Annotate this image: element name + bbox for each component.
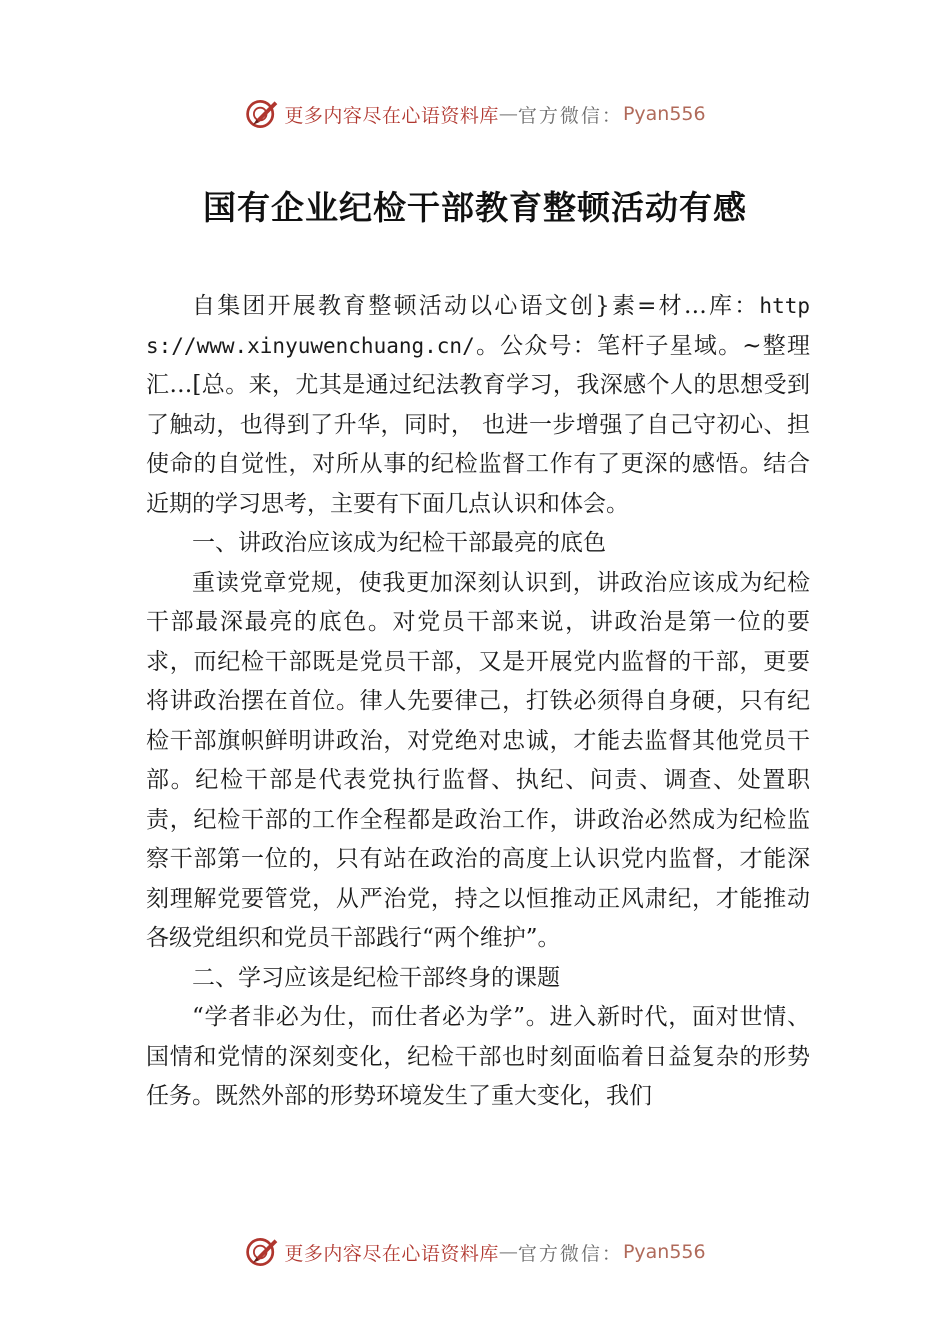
banner-wechat-label: 官方微信： — [517, 104, 623, 127]
section-1-paragraph: 重读党章党规，使我更加深刻认识到，讲政治应该成为纪检干部最深最亮的底色。对党员干部来说，讲政治是第一位的要求，而纪检干部既是党员干部，又是开展党内监督的干部，更要将讲政治摆在首位。律人先要律己，打铁必须得自身硬，只有纪检干部旗帜鲜明讲政治，对党绝对忠诚，才能去监督其他党员干部。纪检干部是代表党执行监督、执纪、问责、调查、处置职责，纪检干部的工作全程都是政治工作，讲政治必然成为纪检监察干部第一位的，只有站在政治的高度上认识党内监督，才能深刻理解党要管党，从严治党，持之以恒推动正风肃纪，才能推动各级党组织和党员干部践行“两个维护”。 — [146, 569, 810, 951]
banner-wechat-id: Pyan556 — [622, 103, 706, 125]
source-url: https://www.xinyuwenchuang.cn/ — [146, 294, 810, 358]
banner-wechat-id: Pyan556 — [622, 1241, 706, 1263]
intro-text-rest: 。公众号：笔杆子星域。~整理汇…[总。来，尤其是通过纪法教育学习，我深感个人的思想受到了触动，也得到了升华，同时， 也进一步增强了自己守初心、担使命的自觉性，对所从事的纪检监督工作有了更深的感悟。结合近期的学习思考，主要有下面几点认识和体会。 — [146, 332, 810, 517]
section-heading-1: 一、讲政治应该成为纪检干部最亮的底色 — [192, 530, 606, 556]
footer-banner — [0, 1230, 950, 1274]
document-title: 国有企业纪检干部教育整顿活动有感 — [203, 188, 747, 227]
header-banner — [0, 92, 950, 136]
pen-logo-icon — [244, 1234, 280, 1270]
banner-separator: — — [498, 1241, 518, 1263]
intro-text-start: 自集团开展教育整顿活动以心语文创}素=材…库： — [192, 293, 760, 319]
banner-separator: — — [498, 103, 518, 125]
banner-slogan: 更多内容尽在心语资料库 — [284, 104, 499, 127]
banner-wechat-label: 官方微信： — [517, 1242, 623, 1265]
section-2-paragraph: “学者非必为仕，而仕者必为学”。进入新时代，面对世情、国情和党情的深刻变化，纪检干部也时刻面临着日益复杂的形势任务。既然外部的形势环境发生了重大变化，我们 — [146, 1004, 810, 1109]
document-body — [146, 287, 810, 1117]
intro-paragraph — [146, 287, 810, 524]
section-heading-2: 二、学习应该是纪检干部终身的课题 — [192, 964, 560, 991]
pen-logo-icon — [244, 96, 280, 132]
banner-slogan: 更多内容尽在心语资料库 — [284, 1242, 499, 1265]
